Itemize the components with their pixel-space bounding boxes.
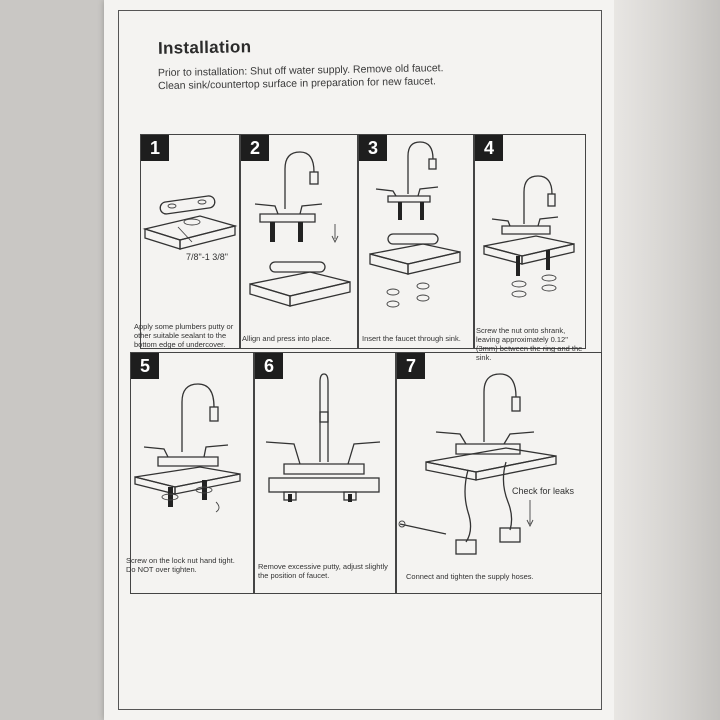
step-number: 2 [241, 135, 269, 161]
step-1-dimension: 7/8"-1 3/8" [186, 252, 228, 262]
step-7-illustration [396, 352, 602, 594]
step-5-caption: Screw on the lock nut hand tight. Do NOT over tighten. [126, 556, 235, 574]
step-number: 4 [475, 135, 503, 161]
step-3-caption: Insert the faucet through sink. [362, 334, 461, 343]
check-for-leaks-callout: Check for leaks [512, 486, 575, 496]
step-3-illustration [358, 134, 474, 349]
step-4-caption: Screw the nut onto shrank, leaving approximately 0.12" (3mm) between the ring and the sink. [476, 326, 583, 362]
step-7-caption: Connect and tighten the supply hoses. [406, 572, 534, 581]
step-1-illustration [140, 134, 240, 349]
intro-line-1: Prior to installation: Shut off water supply. Remove old faucet. [157, 62, 444, 80]
step-number: 1 [141, 135, 169, 161]
step-number: 5 [131, 353, 159, 379]
step-2-caption: Allign and press into place. [242, 334, 332, 343]
page-title: Installation [157, 37, 252, 58]
intro-line-2: Clean sink/countertop surface in preparation for new faucet. [158, 75, 437, 93]
step-number: 6 [255, 353, 283, 379]
step-6-caption: Remove excessive putty, adjust slightly the position of faucet. [258, 562, 388, 580]
step-6-illustration [254, 352, 396, 594]
step-1-caption: Apply some plumbers putty or other suitable sealant to the bottom edge of undercover. [134, 322, 234, 349]
page-edge-shadow [614, 0, 720, 720]
step-4-illustration [474, 134, 586, 349]
step-number: 7 [397, 353, 425, 379]
step-number: 3 [359, 135, 387, 161]
step-2-illustration [240, 134, 358, 349]
